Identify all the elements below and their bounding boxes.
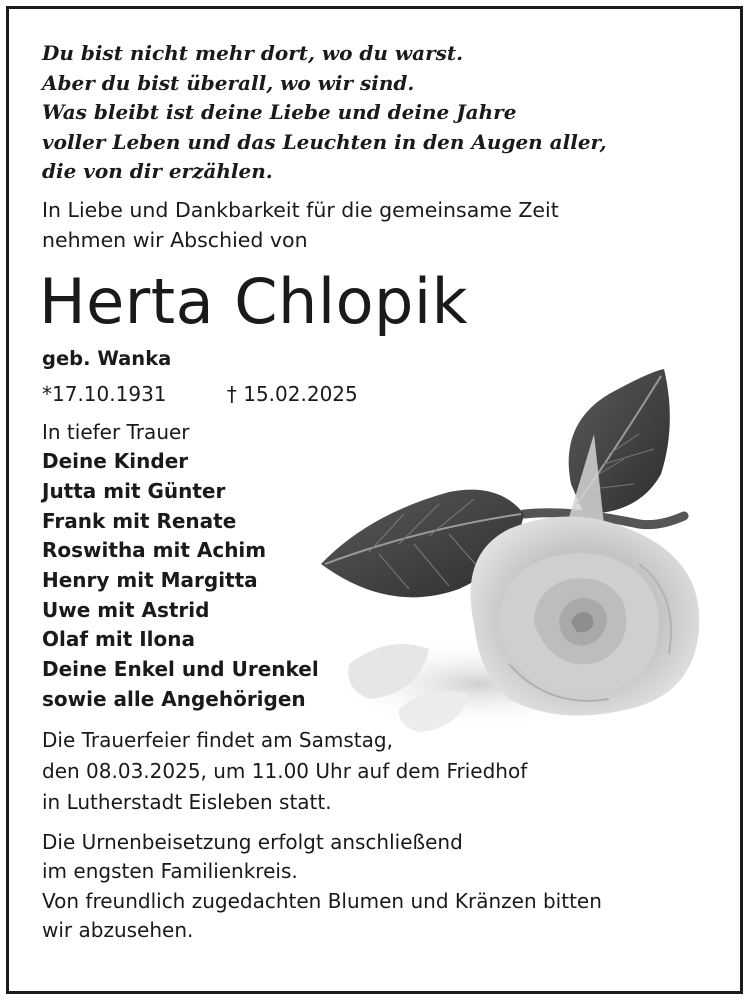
- list-item: Deine Kinder: [42, 449, 189, 474]
- list-item: Olaf mit Ilona: [42, 627, 196, 652]
- burial-line: Die Urnenbeisetzung erfolgt anschließend: [42, 829, 463, 854]
- poem-line: die von dir erzählen.: [42, 159, 273, 183]
- service-line: den 08.03.2025, um 11.00 Uhr auf dem Friedhof: [42, 758, 528, 783]
- list-item: Jutta mit Günter: [42, 478, 226, 503]
- list-item: Deine Enkel und Urenkel: [42, 657, 319, 682]
- intro-text: [42, 195, 712, 255]
- intro-line: nehmen wir Abschied von: [42, 227, 308, 252]
- deceased-name: Herta Chlopik: [39, 264, 468, 338]
- memorial-poem: [42, 39, 712, 187]
- list-item: Frank mit Renate: [42, 508, 237, 533]
- burial-line: Von freundlich zugedachten Blumen und Kränzen bitten: [42, 888, 602, 913]
- burial-line: wir abzusehen.: [42, 918, 194, 943]
- list-item: Roswitha mit Achim: [42, 538, 267, 563]
- birth-date: *17.10.1931: [42, 381, 167, 406]
- death-date: † 15.02.2025: [226, 381, 358, 406]
- obituary-content: [39, 39, 712, 946]
- intro-line: In Liebe und Dankbarkeit für die gemeinsame Zeit: [42, 197, 559, 222]
- poem-line: Du bist nicht mehr dort, wo du warst.: [42, 41, 464, 65]
- service-line: Die Trauerfeier findet am Samstag,: [42, 727, 393, 752]
- list-item: Uwe mit Astrid: [42, 597, 210, 622]
- funeral-service-info: [42, 725, 712, 818]
- poem-line: voller Leben und das Leuchten in den Augen aller,: [42, 129, 607, 154]
- life-dates: [42, 382, 712, 406]
- list-item: Henry mit Margitta: [42, 568, 258, 593]
- obituary-frame: [6, 6, 743, 994]
- poem-line: Was bleibt ist deine Liebe und deine Jahre: [42, 100, 517, 124]
- poem-line: Aber du bist überall, wo wir sind.: [42, 70, 415, 95]
- service-line: in Lutherstadt Eisleben statt.: [42, 789, 332, 814]
- mourners-heading: In tiefer Trauer: [42, 419, 190, 444]
- burial-line: im engsten Familienkreis.: [42, 859, 298, 884]
- list-item: sowie alle Angehörigen: [42, 686, 306, 711]
- mourners-list: [42, 418, 712, 715]
- burial-info: [42, 828, 712, 946]
- birth-name: geb. Wanka: [42, 346, 172, 370]
